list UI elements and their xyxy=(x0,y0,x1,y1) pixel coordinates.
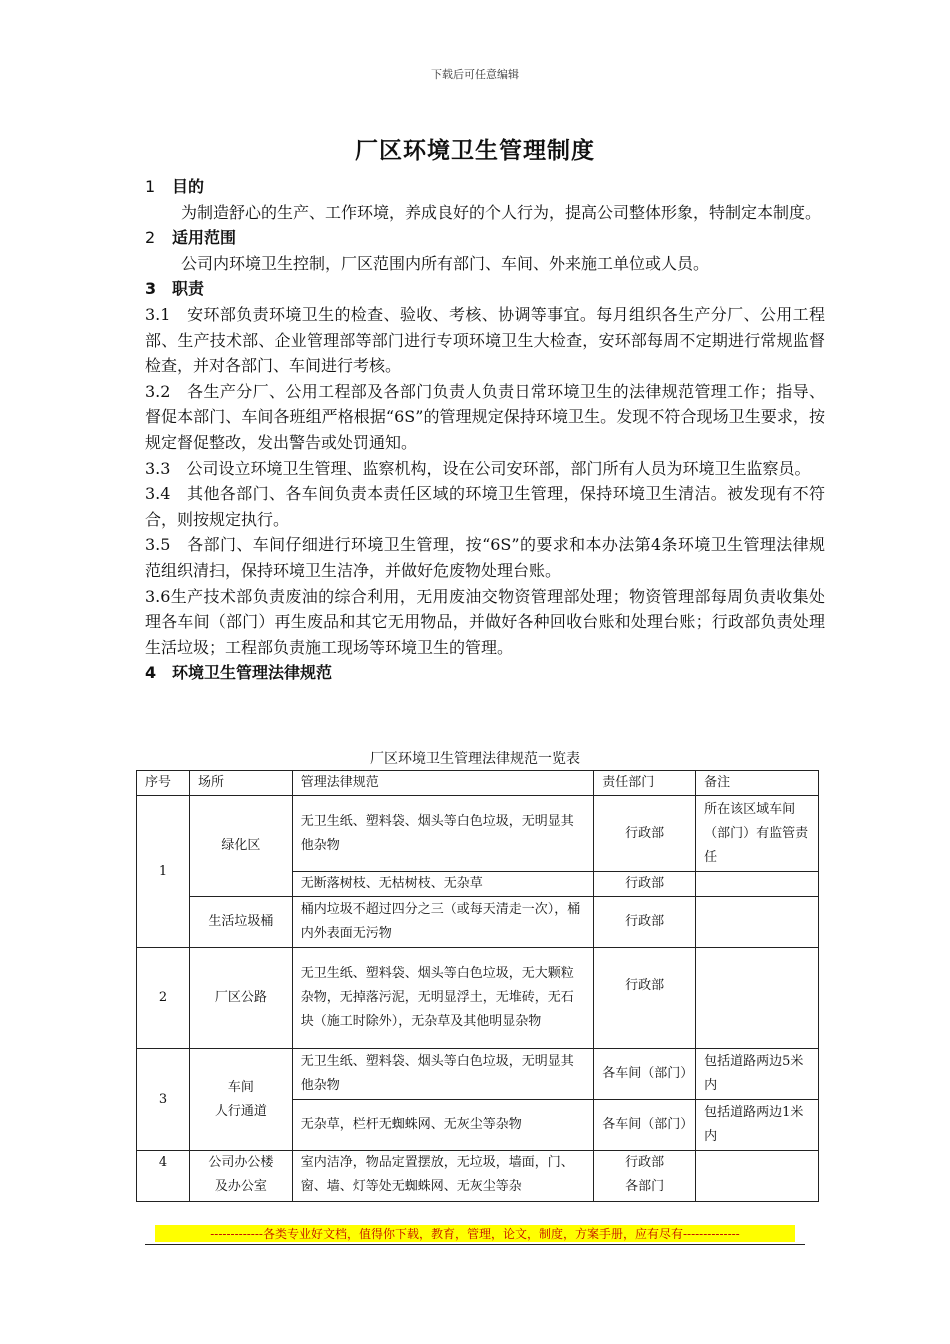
cell-standard xyxy=(292,1151,593,1202)
header-note: 备注 xyxy=(696,771,819,796)
section-number: 2 xyxy=(145,228,156,248)
section-number: 4 xyxy=(145,663,157,683)
section-number: 3 xyxy=(145,279,157,299)
header-no: 序号 xyxy=(137,771,190,796)
cell-note: 包括道路两边5米内 xyxy=(696,1049,819,1100)
cell-dept xyxy=(594,1151,696,1202)
cell-note: 包括道路两边1米内 xyxy=(696,1100,819,1151)
place-line-2: 及办公室 xyxy=(214,1179,267,1194)
table-row xyxy=(137,948,819,1049)
cell-standard: 桶内垃圾不超过四分之三（或每天清走一次），桶内外表面无污物 xyxy=(292,897,593,948)
header-note: 下载后可任意编辑 xyxy=(431,68,519,81)
document-title: 厂区环境卫生管理制度 xyxy=(355,138,595,164)
cell-place xyxy=(189,1151,292,1202)
section-title: 环境卫生管理法律规范 xyxy=(172,663,333,683)
header-standard: 管理法律规范 xyxy=(292,771,593,796)
cell-place xyxy=(189,1049,292,1151)
cell-dept: 行政部 xyxy=(594,872,696,897)
cell-place: 绿化区 xyxy=(189,796,292,897)
place-line-1: 公司办公楼 xyxy=(208,1155,274,1170)
place-line-2: 人行通道 xyxy=(214,1103,267,1119)
regulation-table xyxy=(136,770,819,1202)
cell-note: 所在该区域车间（部门）有监管责任 xyxy=(696,796,819,872)
cell-no: 1 xyxy=(137,796,190,948)
dept-line-1: 行政部 xyxy=(625,1155,665,1170)
section-title: 目的 xyxy=(172,177,205,196)
section-2-heading xyxy=(145,225,825,251)
footer-banner: -------------各类专业好文档，值得你下载，教育，管理，论文，制度，方案手册，应有尽有-------------- xyxy=(155,1225,795,1242)
section-2-text: 公司内环境卫生控制，厂区范围内所有部门、车间、外来施工单位或人员。 xyxy=(181,253,710,273)
table-header-row xyxy=(137,771,819,796)
document-body xyxy=(145,174,825,686)
duty-item-3-5: 3.5 各部门、车间仔细进行环境卫生管理，按“6S”的要求和本办法第4条环境卫生管理法律规范组织清扫，保持环境卫生洁净，并做好危废物处理台账。 xyxy=(145,535,825,580)
header-place: 场所 xyxy=(189,771,292,796)
section-4-heading xyxy=(145,660,825,686)
cell-dept: 行政部 xyxy=(594,897,696,948)
table-row xyxy=(137,796,819,872)
footer-divider xyxy=(145,1244,805,1245)
cell-no: 2 xyxy=(137,948,190,1049)
cell-standard: 无卫生纸、塑料袋、烟头等白色垃圾，无明显其他杂物 xyxy=(292,1049,593,1100)
section-title: 适用范围 xyxy=(172,228,237,248)
standard-text: 室内洁净，物品定置摆放，无垃圾，墙面，门、窗、墙、灯等处无蜘蛛网、无灰尘等杂 xyxy=(300,1155,574,1194)
cell-standard: 无卫生纸、塑料袋、烟头等白色垃圾，无明显其他杂物 xyxy=(292,796,593,872)
table-caption: 厂区环境卫生管理法律规范一览表 xyxy=(370,751,580,767)
cell-note xyxy=(696,897,819,948)
cell-standard: 无卫生纸、塑料袋、烟头等白色垃圾，无大颗粒杂物，无掉落污泥，无明显浮土，无堆砖，无石块（施工时除外），无杂草及其他明显杂物 xyxy=(292,948,593,1049)
duty-item-3-4: 3.4 其他各部门、各车间负责本责任区域的环境卫生管理，保持环境卫生清洁。被发现有不符合，则按规定执行。 xyxy=(145,484,825,529)
section-number: 1 xyxy=(145,177,156,196)
section-3-heading xyxy=(145,276,825,302)
cell-dept: 各车间（部门） xyxy=(594,1049,696,1100)
cell-note xyxy=(696,1151,819,1202)
cell-standard: 无杂草，栏杆无蜘蛛网、无灰尘等杂物 xyxy=(292,1100,593,1151)
section-1-heading xyxy=(145,174,825,200)
cell-note xyxy=(696,948,819,1049)
cell-standard: 无断落树枝、无枯树枝、无杂草 xyxy=(292,872,593,897)
cell-place: 生活垃圾桶 xyxy=(189,897,292,948)
dept-text: 行政部 xyxy=(625,978,665,993)
section-1-text: 为制造舒心的生产、工作环境，养成良好的个人行为，提高公司整体形象，特制定本制度。 xyxy=(181,202,822,222)
cell-note xyxy=(696,872,819,897)
table-row xyxy=(137,1151,819,1202)
cell-dept: 行政部 xyxy=(594,796,696,872)
table-row xyxy=(137,1049,819,1100)
table-row xyxy=(137,897,819,948)
section-title: 职责 xyxy=(172,279,205,299)
cell-no: 4 xyxy=(137,1151,190,1202)
duty-item-3-3: 3.3 公司设立环境卫生管理、监察机构，设在公司安环部，部门所有人员为环境卫生监察员。 xyxy=(145,458,811,478)
cell-no: 3 xyxy=(137,1049,190,1151)
header-dept: 责任部门 xyxy=(594,771,696,796)
cell-dept: 各车间（部门） xyxy=(594,1100,696,1151)
duty-item-3-1: 3.1 安环部负责环境卫生的检查、验收、考核、协调等事宜。每月组织各生产分厂、公用工程部、生产技术部、企业管理部等部门进行专项环境卫生大检查，安环部每周不定期进行常规监督检查，并对各部门、车间进行考核。 xyxy=(145,304,825,376)
cell-dept xyxy=(594,948,696,1049)
place-line-1: 车间 xyxy=(227,1079,254,1095)
cell-place: 厂区公路 xyxy=(189,948,292,1049)
dept-line-2: 各部门 xyxy=(625,1179,665,1194)
duty-item-3-2: 3.2 各生产分厂、公用工程部及各部门负责人负责日常环境卫生的法律规范管理工作；指导、督促本部门、车间各班组严格根据“6S”的管理规定保持环境卫生。发现不符合现场卫生要求，按规定督促整改，发出警告或处罚通知。 xyxy=(145,381,825,452)
duty-item-3-6: 3.6生产技术部负责废油的综合利用，无用废油交物资管理部处理；物资管理部每周负责收集处理各车间（部门）再生废品和其它无用物品，并做好各种回收台账和处理台账；行政部负责处理生活垃圾；工程部负责施工现场等环境卫生的管理。 xyxy=(145,586,825,657)
